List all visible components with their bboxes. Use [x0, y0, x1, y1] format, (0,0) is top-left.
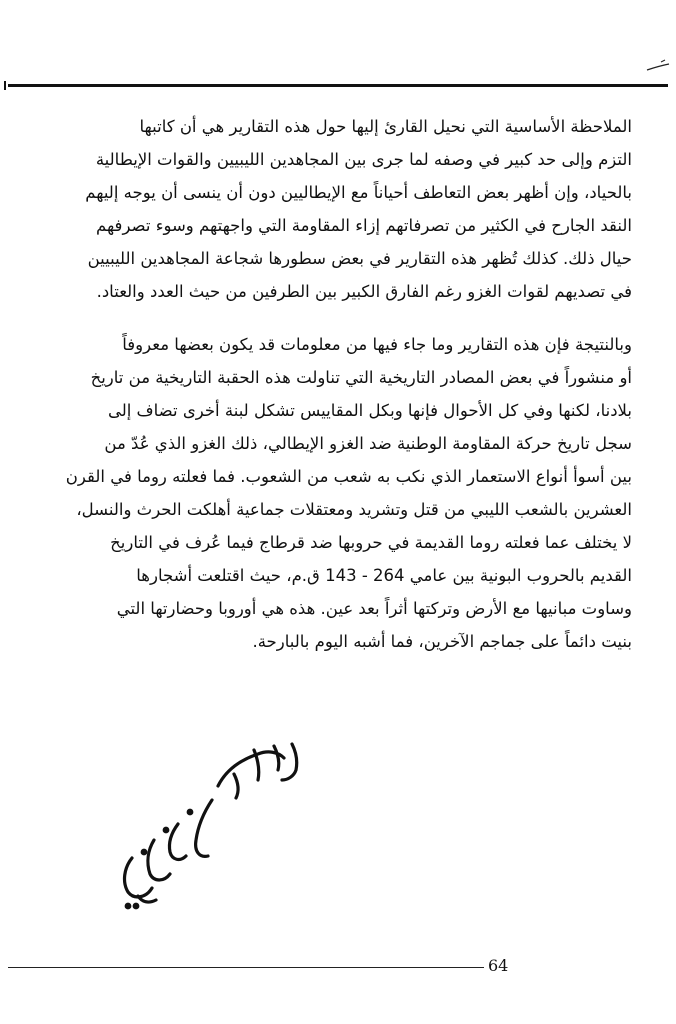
text-line: النقد الجارح في الكثير من تصرفاتهم إزاء المقاومة التي واجهتهم وسوء تصرفهم — [95, 216, 632, 235]
paragraph-2 — [44, 328, 632, 658]
text-line: لا يختلف عما فعلته روما القديمة في حروبها ضد قرطاج فيما عُرف في التاريخ — [110, 533, 632, 552]
document-body — [44, 110, 632, 658]
text-line: بنيت دائماً على جماجم الآخرين، فما أشبه اليوم بالبارحة. — [252, 632, 632, 651]
text-line: العشرين بالشعب الليبي من قتل وتشريد ومعتقلات جماعية أهلكت الحرث والنسل، — [76, 500, 632, 519]
text-line: وبالنتيجة فإن هذه التقارير وما جاء فيها من معلومات قد يكون بعضها معروفاً — [122, 335, 632, 354]
text-line: أو منشوراً في بعض المصادر التاريخية التي تناولت هذه الحقبة التاريخية من تاريخ — [90, 368, 632, 387]
text-line: في تصديهم لقوات الغزو رغم الفارق الكبير بين الطرفين من حيث العدد والعتاد. — [96, 282, 632, 301]
handwritten-signature — [108, 740, 318, 910]
text-line: وساوت مبانيها مع الأرض وتركتها أثراً بعد عين. هذه هي أوروبا وحضارتها التي — [116, 599, 632, 618]
text-line: القديم بالحروب البونية بين عامي 264 - 143 ق.م، حيث اقتلعت أشجارها — [136, 566, 632, 585]
text-line: التزم وإلى حد كبير في وصفه لما جرى بين المجاهدين الليبيين والقوات الإيطالية — [95, 150, 632, 169]
page-number: 64 — [488, 956, 509, 975]
text-line: بلادنا، لكنها وفي كل الأحوال فإنها وبكل المقاييس تشكل لبنة أخرى تضاف إلى — [107, 401, 632, 420]
text-line: سجل تاريخ حركة المقاومة الوطنية ضد الغزو الإيطالي، ذلك الغزو الذي عُدّ من — [104, 434, 632, 453]
paragraph-gap — [44, 308, 632, 328]
text-line: حيال ذلك. كذلك تُظهر هذه التقارير في بعض سطورها شجاعة المجاهدين الليبيين — [87, 249, 632, 268]
text-line: بالحياد، وإن أظهر بعض التعاطف أحياناً مع الإيطاليين دون أن ينسى أن يوجه إليهم — [85, 183, 632, 202]
text-line: الملاحظة الأساسية التي نحيل القارئ إليها حول هذه التقارير هي أن كاتبها — [139, 117, 632, 136]
paragraph-1 — [44, 110, 632, 308]
text-line: بين أسوأ أنواع الاستعمار الذي نكب به شعب من الشعوب. فما فعلته روما في القرن — [65, 467, 632, 486]
top-rule — [8, 84, 668, 87]
footer-rule — [8, 967, 484, 968]
corner-pen-mark — [645, 58, 673, 74]
